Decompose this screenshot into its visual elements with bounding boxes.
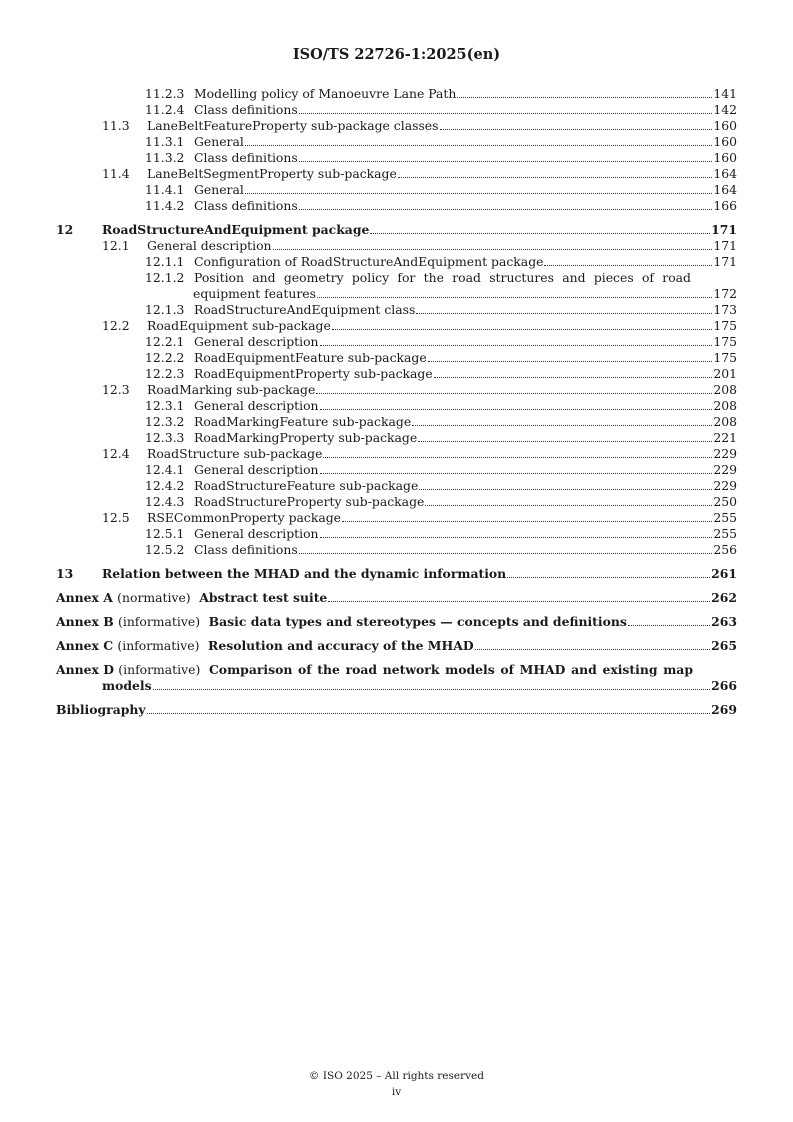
annex-type: (informative) — [117, 638, 200, 653]
toc-entry-page: 263 — [711, 614, 737, 629]
dot-leader — [320, 537, 713, 538]
toc-entry-number: 12.1.3 — [145, 302, 185, 317]
toc-entry-title: RoadStructure sub-package — [147, 446, 323, 461]
toc-entry-title: Modelling policy of Manoeuvre Lane Path — [194, 86, 457, 101]
toc-entry-number: 12.3 — [102, 382, 130, 397]
dot-leader — [342, 521, 712, 522]
toc-entry-title: Class definitions — [194, 198, 298, 213]
dot-leader — [416, 313, 712, 314]
toc-entry-12-4-3[interactable] — [56, 494, 737, 510]
toc-entry-number: 11.4 — [102, 166, 130, 181]
dot-leader — [299, 113, 713, 114]
dot-leader — [440, 129, 713, 130]
dot-leader — [475, 649, 711, 650]
toc-entry-title: General description — [194, 462, 319, 477]
toc-entry-12-4-2[interactable] — [56, 478, 737, 494]
toc-entry-page: 164 — [713, 166, 737, 181]
toc-entry-title: RoadEquipmentFeature sub-package — [194, 350, 427, 365]
toc-entry-12-5-2[interactable] — [56, 542, 737, 558]
toc-entry-title: RoadEquipment sub-package — [147, 318, 331, 333]
toc-entry-page: 172 — [713, 286, 737, 301]
dot-leader — [317, 297, 712, 298]
toc-entry-bibliography[interactable] — [56, 702, 737, 718]
toc-entry-page: 164 — [713, 182, 737, 197]
toc-entry-number: 12.3.2 — [145, 414, 185, 429]
toc-entry-page: 229 — [713, 478, 737, 493]
toc-entry-title-continued: models — [102, 678, 152, 693]
toc-entry-number: 12.4.1 — [145, 462, 185, 477]
toc-entry-page: 171 — [713, 254, 737, 269]
dot-leader — [328, 601, 710, 602]
toc-entry-12-2[interactable] — [56, 318, 737, 334]
toc-entry-11-4-2[interactable] — [56, 198, 737, 214]
toc-entry-11-4-1[interactable] — [56, 182, 737, 198]
toc-entry-12-1-3[interactable] — [56, 302, 737, 318]
toc-entry-13[interactable] — [56, 566, 737, 582]
dot-leader — [507, 577, 710, 578]
dot-leader — [428, 361, 713, 362]
toc-entry-title: General description — [194, 526, 319, 541]
dot-leader — [273, 249, 713, 250]
dot-leader — [434, 377, 713, 378]
dot-leader — [245, 193, 713, 194]
toc-entry-number: 11.2.4 — [145, 102, 185, 117]
toc-entry-page: 171 — [713, 238, 737, 253]
toc-entry-annex-a[interactable] — [56, 590, 737, 606]
toc-entry-title-continued: equipment features — [193, 286, 316, 301]
toc-entry-number: 12.4.3 — [145, 494, 185, 509]
toc-entry-12-4[interactable] — [56, 446, 737, 462]
toc-entry-page: 208 — [713, 382, 737, 397]
toc-entry-title: LaneBeltSegmentProperty sub-package — [147, 166, 397, 181]
annex-type: (normative) — [117, 590, 191, 605]
dot-leader — [323, 457, 712, 458]
toc-entry-title: Class definitions — [194, 542, 298, 557]
toc-entry-number: 12.2.3 — [145, 366, 185, 381]
toc-entry-page: 261 — [711, 566, 737, 581]
toc-entry-title: General description — [147, 238, 272, 253]
dot-leader — [299, 161, 713, 162]
toc-entry-12-1-2[interactable] — [56, 270, 737, 302]
toc-entry-number: 12.1.2 — [145, 270, 185, 285]
toc-entry-number: 12.1.1 — [145, 254, 185, 269]
toc-entry-title: Comparison of the road network models of MHAD and existing map — [208, 662, 693, 677]
toc-entry-number: 13 — [56, 566, 74, 581]
toc-entry-number: 12.2 — [102, 318, 130, 333]
dot-leader — [418, 441, 712, 442]
toc-entry-page: 221 — [713, 430, 737, 445]
toc-entry-title: RoadStructureFeature sub-package — [194, 478, 419, 493]
toc-entry-page: 175 — [713, 350, 737, 365]
toc-entry-page: 255 — [713, 526, 737, 541]
toc-entry-12-3-2[interactable] — [56, 414, 737, 430]
dot-leader — [320, 345, 713, 346]
toc-entry-title: RoadStructureAndEquipment class — [194, 302, 416, 317]
toc-entry-number: 11.3 — [102, 118, 130, 133]
toc-entry-number: 12.5.2 — [145, 542, 185, 557]
toc-entry-12-1[interactable] — [56, 238, 737, 254]
page-number: iv — [391, 1086, 402, 1098]
toc-entry-12-1-1[interactable] — [56, 254, 737, 270]
toc-entry-page: 173 — [713, 302, 737, 317]
dot-leader — [332, 329, 713, 330]
toc-entry-page: 160 — [713, 150, 737, 165]
annex-label: Annex A — [56, 590, 113, 605]
toc-entry-title: RoadEquipmentProperty sub-package — [194, 366, 433, 381]
toc-entry-annex-c[interactable] — [56, 638, 737, 654]
toc-entry-number: 12.5 — [102, 510, 130, 525]
toc-entry-page: 266 — [711, 678, 737, 693]
toc-entry-number: 12.3.1 — [145, 398, 185, 413]
document-header: ISO/TS 22726-1:2025(en) — [292, 46, 501, 63]
toc-entry-12-5-1[interactable] — [56, 526, 737, 542]
toc-entry-page: 256 — [713, 542, 737, 557]
toc-entry-12-3[interactable] — [56, 382, 737, 398]
toc-entry-title: Position and geometry policy for the road structures and pieces of road — [194, 270, 691, 285]
toc-entry-page: 166 — [713, 198, 737, 213]
annex-type: (informative) — [118, 662, 201, 677]
toc-entry-title: Bibliography — [56, 702, 146, 717]
dot-leader — [544, 265, 712, 266]
toc-entry-annex-b[interactable] — [56, 614, 737, 630]
toc-entry-title: RoadMarkingFeature sub-package — [194, 414, 412, 429]
toc-entry-page: 262 — [711, 590, 737, 605]
toc-entry-number: 12.5.1 — [145, 526, 185, 541]
annex-label: Annex D — [56, 662, 114, 677]
toc-entry-11-3[interactable] — [56, 118, 737, 134]
toc-entry-12-3-3[interactable] — [56, 430, 737, 446]
dot-leader — [412, 425, 712, 426]
toc-entry-title: RSECommonProperty package — [147, 510, 341, 525]
dot-leader — [245, 145, 713, 146]
toc-entry-page: 142 — [713, 102, 737, 117]
dot-leader — [320, 473, 713, 474]
toc-entry-page: 229 — [713, 446, 737, 461]
toc-entry-12-2-3[interactable] — [56, 366, 737, 382]
toc-entry-title: Class definitions — [194, 102, 298, 117]
toc-entry-number: 12.2.2 — [145, 350, 185, 365]
dot-leader — [398, 177, 713, 178]
toc-entry-page: 201 — [713, 366, 737, 381]
toc-entry-page: 229 — [713, 462, 737, 477]
toc-entry-title: Class definitions — [194, 150, 298, 165]
toc-entry-page: 175 — [713, 334, 737, 349]
toc-entry-12-2-2[interactable] — [56, 350, 737, 366]
toc-entry-number: 11.3.2 — [145, 150, 185, 165]
toc-entry-page: 160 — [713, 118, 737, 133]
toc-entry-page: 208 — [713, 398, 737, 413]
toc-entry-11-3-1[interactable] — [56, 134, 737, 150]
toc-entry-title: Resolution and accuracy of the MHAD — [208, 638, 474, 653]
toc-entry-page: 208 — [713, 414, 737, 429]
toc-entry-annex-d[interactable] — [56, 662, 737, 694]
dot-leader — [419, 489, 712, 490]
dot-leader — [316, 393, 712, 394]
toc-entry-number: 12.3.3 — [145, 430, 185, 445]
dot-leader — [153, 689, 711, 690]
toc-entry-page: 255 — [713, 510, 737, 525]
toc-entry-title: General description — [194, 398, 319, 413]
toc-entry-number: 11.4.2 — [145, 198, 185, 213]
table-of-contents — [56, 86, 737, 718]
dot-leader — [457, 97, 712, 98]
dot-leader — [299, 553, 713, 554]
toc-entry-page: 160 — [713, 134, 737, 149]
toc-entry-11-2-3[interactable] — [56, 86, 737, 102]
toc-entry-12[interactable] — [56, 222, 737, 238]
toc-entry-number: 11.3.1 — [145, 134, 185, 149]
toc-entry-12-4-1[interactable] — [56, 462, 737, 478]
dot-leader — [628, 625, 710, 626]
toc-entry-number: 12.1 — [102, 238, 130, 253]
toc-entry-title: General description — [194, 334, 319, 349]
annex-type: (informative) — [118, 614, 201, 629]
toc-entry-title: General — [194, 182, 244, 197]
toc-entry-title: RoadMarking sub-package — [147, 382, 316, 397]
toc-entry-12-5[interactable] — [56, 510, 737, 526]
annex-label: Annex B — [56, 614, 114, 629]
dot-leader — [147, 713, 711, 714]
toc-entry-number: 11.2.3 — [145, 86, 185, 101]
toc-entry-title: General — [194, 134, 244, 149]
toc-entry-number: 12.4.2 — [145, 478, 185, 493]
toc-entry-11-2-4[interactable] — [56, 102, 737, 118]
copyright-notice: © ISO 2025 – All rights reserved — [309, 1070, 484, 1082]
toc-entry-number: 12 — [56, 222, 74, 237]
toc-entry-page: 171 — [711, 222, 737, 237]
toc-entry-12-3-1[interactable] — [56, 398, 737, 414]
toc-entry-title: RoadStructureProperty sub-package — [194, 494, 425, 509]
toc-entry-page: 269 — [711, 702, 737, 717]
toc-entry-title: Relation between the MHAD and the dynamic information — [102, 566, 507, 581]
toc-entry-12-2-1[interactable] — [56, 334, 737, 350]
dot-leader — [370, 233, 710, 234]
dot-leader — [425, 505, 712, 506]
toc-entry-11-3-2[interactable] — [56, 150, 737, 166]
toc-entry-11-4[interactable] — [56, 166, 737, 182]
toc-entry-title: RoadMarkingProperty sub-package — [194, 430, 418, 445]
dot-leader — [320, 409, 713, 410]
toc-entry-page: 141 — [713, 86, 737, 101]
toc-entry-title: Abstract test suite — [199, 590, 328, 605]
toc-entry-title: RoadStructureAndEquipment package — [102, 222, 370, 237]
toc-entry-page: 265 — [711, 638, 737, 653]
toc-entry-page: 175 — [713, 318, 737, 333]
toc-entry-number: 11.4.1 — [145, 182, 185, 197]
toc-entry-number: 12.2.1 — [145, 334, 185, 349]
toc-entry-title: Basic data types and stereotypes — concepts and definitions — [208, 614, 627, 629]
dot-leader — [299, 209, 713, 210]
annex-label: Annex C — [56, 638, 114, 653]
toc-entry-title: Configuration of RoadStructureAndEquipment package — [194, 254, 544, 269]
toc-entry-page: 250 — [713, 494, 737, 509]
page-footer — [0, 1068, 793, 1100]
toc-entry-number: 12.4 — [102, 446, 130, 461]
toc-entry-title: LaneBeltFeatureProperty sub-package classes — [147, 118, 439, 133]
